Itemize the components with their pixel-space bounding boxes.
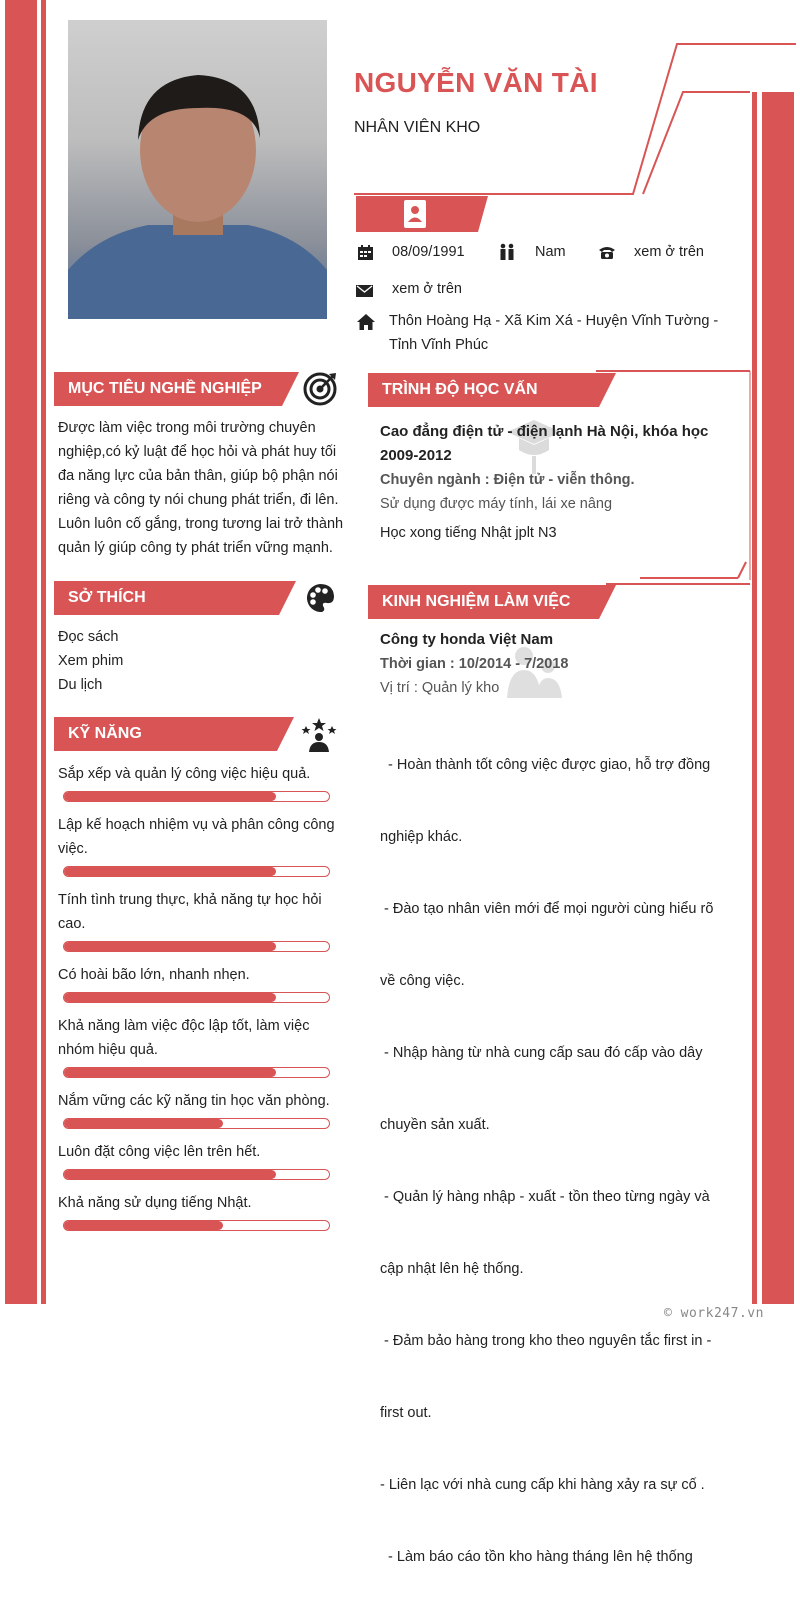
right-stripe-wide — [762, 92, 794, 1304]
experience-title: KINH NGHIỆM LÀM VIỆC — [382, 593, 571, 610]
footer-copyright[interactable]: © work247.vn — [664, 1306, 764, 1321]
duty-line: nghiệp khác. — [380, 829, 463, 845]
objective-line: nghiệp,có kỷ luật để học hỏi và phát huy tối — [58, 444, 337, 460]
gender-icon — [499, 243, 515, 261]
target-icon — [304, 372, 337, 405]
objective-title: MỤC TIÊU NGHỀ NGHIỆP — [68, 380, 262, 397]
work-role: Vị trí : Quản lý kho — [380, 680, 500, 696]
skill-text: Nắm vững các kỹ năng tin học văn phòng. — [58, 1093, 330, 1109]
work-period: Thời gian : 10/2014 - 7/2018 — [380, 656, 569, 672]
duty-line: - Đảm bảo hàng trong kho theo nguyên tắc first in - — [380, 1333, 712, 1349]
skill-bar — [63, 1220, 330, 1231]
hobbies-list — [58, 625, 123, 697]
education-title: TRÌNH ĐỘ HỌC VẤN — [382, 381, 538, 398]
calendar-icon — [357, 244, 374, 261]
left-stripe-wide — [5, 0, 37, 1304]
education-content — [380, 420, 740, 545]
address-line-1: Thôn Hoàng Hạ - Xã Kim Xá - Huyện Vĩnh Tường - — [389, 313, 719, 329]
skill-text: Luôn đặt công việc lên trên hết. — [58, 1144, 261, 1160]
right-stripe-thin — [752, 92, 757, 1304]
objective-line: đa năng lực của bản thân, giúp bộ phận nói — [58, 468, 338, 484]
skill-bar — [63, 1067, 330, 1078]
profile-photo — [68, 20, 327, 319]
skill-text: Sắp xếp và quản lý công việc hiệu quả. — [58, 766, 311, 782]
gender: Nam — [535, 244, 566, 260]
address-line-2: Tỉnh Vĩnh Phúc — [389, 337, 489, 353]
skill-bar — [63, 866, 330, 877]
experience-content — [380, 628, 740, 1617]
education-note-2: Học xong tiếng Nhật jplt N3 — [380, 525, 557, 541]
skill-text: nhóm hiệu quả. — [58, 1042, 158, 1058]
candidate-position: NHÂN VIÊN KHO — [354, 119, 481, 136]
objective-line: riêng và công ty nói chung phát triển, đi lên. — [58, 492, 339, 508]
skill-fill — [64, 867, 276, 876]
objective-text — [58, 416, 358, 560]
school-name-line-1: Cao đẳng điện tử - điện lạnh Hà Nội, khóa học — [380, 423, 709, 440]
hobby-item: Đọc sách — [58, 629, 119, 645]
skill-text: việc. — [58, 841, 88, 857]
hobbies-title: SỞ THÍCH — [68, 589, 146, 606]
duty-line: - Làm báo cáo tồn kho hàng tháng lên hệ thống — [380, 1549, 693, 1565]
objective-line: quản lý giúp công ty phát triển vững mạnh. — [58, 540, 333, 556]
left-stripe-thin — [41, 0, 46, 1304]
email: xem ở trên — [392, 281, 462, 297]
duty-line: first out. — [380, 1405, 432, 1421]
school-name-line-2: 2009-2012 — [380, 447, 452, 464]
skill-bar — [63, 941, 330, 952]
home-icon — [357, 314, 375, 330]
skill-fill — [64, 1068, 276, 1077]
hobby-item: Xem phim — [58, 653, 124, 669]
skill-text: Lập kế hoạch nhiệm vụ và phân công công — [58, 817, 335, 833]
objective-line: Được làm việc trong môi trường chuyên — [58, 420, 316, 436]
skills-title: KỸ NĂNG — [68, 725, 142, 742]
skills-award-icon — [301, 718, 337, 752]
hobby-item: Du lịch — [58, 677, 103, 693]
skill-fill — [64, 942, 276, 951]
skill-text: Có hoài bão lớn, nhanh nhẹn. — [58, 967, 250, 983]
duty-line: về công việc. — [380, 973, 465, 989]
duties-list — [380, 705, 740, 1617]
skill-fill — [64, 1170, 276, 1179]
skill-bar — [63, 1118, 330, 1129]
skill-text: Tính tình trung thực, khả năng tự học hỏi — [58, 892, 322, 908]
duty-line: - Đào tạo nhân viên mới để mọi người cùng hiểu rõ — [380, 901, 714, 917]
phone-icon — [598, 244, 616, 260]
skill-text: Khả năng sử dụng tiếng Nhật. — [58, 1195, 252, 1211]
company-name: Công ty honda Việt Nam — [380, 631, 554, 648]
duty-line: - Liên lạc với nhà cung cấp khi hàng xảy ra sự cố . — [380, 1477, 705, 1493]
skill-bar — [63, 791, 330, 802]
education-note-1: Sử dụng được máy tính, lái xe nâng — [380, 496, 613, 512]
skill-fill — [64, 792, 276, 801]
candidate-name: NGUYỄN VĂN TÀI — [354, 67, 598, 98]
skill-text: Khả năng làm việc độc lập tốt, làm việc — [58, 1018, 310, 1034]
contact-tab — [356, 196, 488, 232]
duty-line: - Quản lý hàng nhập - xuất - tồn theo từng ngày và — [380, 1189, 710, 1205]
skill-fill — [64, 1221, 223, 1230]
duty-line: chuyền sản xuất. — [380, 1117, 490, 1133]
skill-fill — [64, 1119, 223, 1128]
skill-fill — [64, 993, 276, 1002]
objective-line: Luôn luôn cố gắng, trong tương lai trở thành — [58, 516, 344, 532]
duty-line: - Hoàn thành tốt công việc được giao, hỗ trợ đồng — [380, 757, 711, 773]
skill-bar — [63, 1169, 330, 1180]
duty-line: cập nhật lên hệ thống. — [380, 1261, 524, 1277]
duty-line: - Nhập hàng từ nhà cung cấp sau đó cấp vào dây — [380, 1045, 703, 1061]
skill-bar — [63, 992, 330, 1003]
palette-icon — [304, 582, 336, 614]
education-major: Chuyên ngành : Điện tử - viễn thông. — [380, 472, 635, 488]
email-icon — [356, 285, 373, 297]
skill-text: cao. — [58, 916, 86, 932]
phone: xem ở trên — [634, 244, 704, 260]
birthdate: 08/09/1991 — [392, 244, 465, 260]
